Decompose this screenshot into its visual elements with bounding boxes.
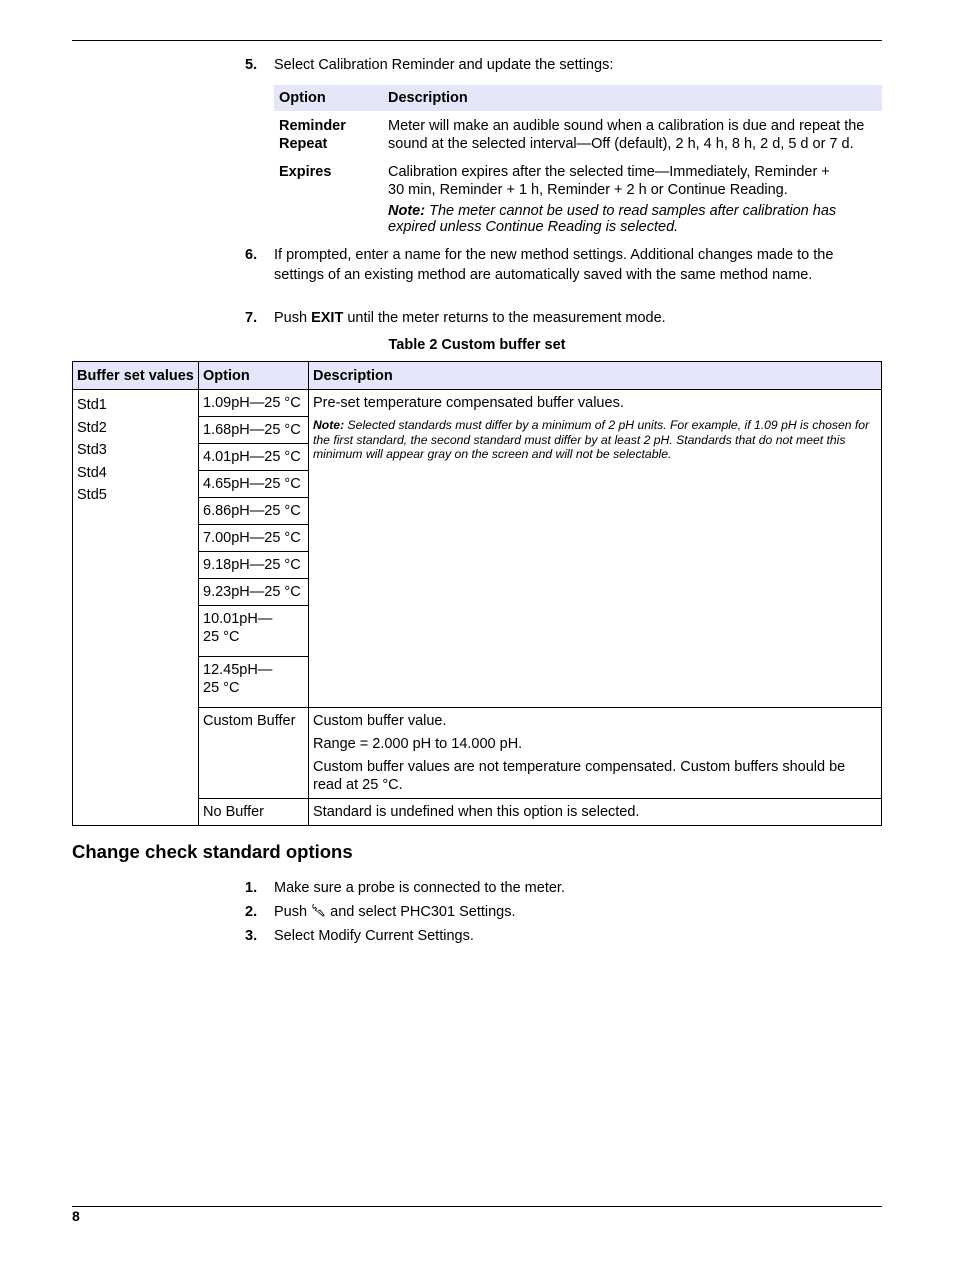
description-line: Custom buffer values are not temperature compensated. Custom buffers should be read at 25 °C. <box>313 759 846 793</box>
step-5 <box>245 56 875 76</box>
description-text: Calibration expires after the selected time—Immediately, Reminder + 30 min, Reminder + 1 h, Reminder + 2 h or Continue Reading. <box>388 164 830 198</box>
step-text-post: until the meter returns to the measurement mode. <box>347 310 666 326</box>
preset-description: Pre-set temperature compensated buffer values. <box>313 395 624 411</box>
step-number: 6. <box>245 247 258 263</box>
buffer-option: 4.65pH—25 °C <box>199 471 309 498</box>
check-step-2 <box>245 903 875 923</box>
check-step-1 <box>245 879 875 899</box>
std-value: Std5 <box>77 487 107 503</box>
description-cell <box>383 155 882 237</box>
step-number: 5. <box>245 57 258 73</box>
buffer-option-line: 10.01pH— <box>203 611 273 627</box>
step-text-post: and select PHC301 Settings. <box>330 904 516 920</box>
option-name-cont: Repeat <box>279 136 328 152</box>
buffer-option-line: 12.45pH— <box>203 662 273 678</box>
buffer-option: 1.68pH—25 °C <box>199 417 309 444</box>
std-value: Std3 <box>77 442 107 458</box>
buffer-option-line: 25 °C <box>203 629 240 645</box>
column-header-description: Description <box>309 362 882 390</box>
custom-buffer-description <box>309 708 882 799</box>
step-text: Make sure a probe is connected to the meter. <box>274 880 565 896</box>
column-header-option: Option <box>199 362 309 390</box>
table-row <box>274 155 882 237</box>
buffer-option-custom: Custom Buffer <box>199 708 309 799</box>
wrench-icon <box>311 903 326 918</box>
option-cell <box>274 155 383 237</box>
buffer-option: 1.09pH—25 °C <box>199 390 309 417</box>
column-header-description: Description <box>383 85 882 111</box>
table-row <box>73 390 882 417</box>
description-line: Custom buffer value. <box>313 713 447 729</box>
header-rule <box>72 40 882 41</box>
std-value: Std4 <box>77 464 107 481</box>
note-label: Note: <box>313 418 345 432</box>
table-caption: Table 2 Custom buffer set <box>388 337 566 353</box>
exit-key-label: EXIT <box>311 310 344 326</box>
option-name: Reminder <box>279 118 346 134</box>
buffer-option: 9.23pH—25 °C <box>199 579 309 606</box>
buffer-option: 9.18pH—25 °C <box>199 552 309 579</box>
page-number: 8 <box>72 1208 80 1224</box>
step-text: If prompted, enter a name for the new method settings. Additional changes made to the settings of an existing method are automatically saved with the same method name. <box>274 247 834 283</box>
buffer-option <box>199 606 309 657</box>
note <box>388 203 877 235</box>
column-header-option: Option <box>274 85 383 111</box>
step-6 <box>245 246 875 285</box>
no-buffer-description: Standard is undefined when this option is selected. <box>309 799 882 826</box>
description-line: Range = 2.000 pH to 14.000 pH. <box>313 736 523 752</box>
note-text: Selected standards must differ by a minimum of 2 pH units. For example, if 1.09 pH is chosen for the first standard, the second standard must differ by at least 2 pH. Standards that do not meet this minimum will appear gray on the screen and will not be selectable. <box>313 418 870 461</box>
buffer-option-none: No Buffer <box>199 799 309 826</box>
column-header-buffer-set-values: Buffer set values <box>73 362 199 390</box>
note-text: The meter cannot be used to read samples after calibration has expired unless Continue Reading is selected. <box>388 203 837 235</box>
step-7 <box>245 309 875 329</box>
check-step-3 <box>245 927 875 947</box>
step-number: 3. <box>245 928 258 944</box>
description-cell: Meter will make an audible sound when a calibration is due and repeat the sound at the selected interval—Off (default), 2 h, 4 h, 8 h, 2 d, 5 d or 7 d. <box>388 118 865 152</box>
step-text <box>274 309 875 329</box>
option-name: Expires <box>279 164 332 180</box>
step-text-pre: Push <box>274 904 308 920</box>
step-text-pre: Push <box>274 310 308 326</box>
step-number: 2. <box>245 904 258 920</box>
custom-buffer-table <box>72 361 882 826</box>
step-number: 1. <box>245 880 258 896</box>
preset-note <box>313 418 877 462</box>
std-value: Std1 <box>77 397 107 413</box>
option-cell <box>274 111 383 155</box>
step-text <box>274 903 875 923</box>
buffer-option: 7.00pH—25 °C <box>199 525 309 552</box>
std-values-cell <box>73 390 199 826</box>
table-row <box>274 111 882 155</box>
buffer-option: 6.86pH—25 °C <box>199 498 309 525</box>
footer-rule <box>72 1206 882 1207</box>
step-text: Select Calibration Reminder and update the settings: <box>274 57 614 73</box>
step-text: Select Modify Current Settings. <box>274 928 474 944</box>
step-number: 7. <box>245 310 258 326</box>
options-table <box>274 85 882 237</box>
note-label: Note: <box>388 203 426 219</box>
std-value: Std2 <box>77 419 107 436</box>
buffer-option <box>199 657 309 708</box>
preset-description-cell <box>309 390 882 708</box>
buffer-option-line: 25 °C <box>203 680 240 696</box>
buffer-option: 4.01pH—25 °C <box>199 444 309 471</box>
section-heading: Change check standard options <box>72 841 353 862</box>
